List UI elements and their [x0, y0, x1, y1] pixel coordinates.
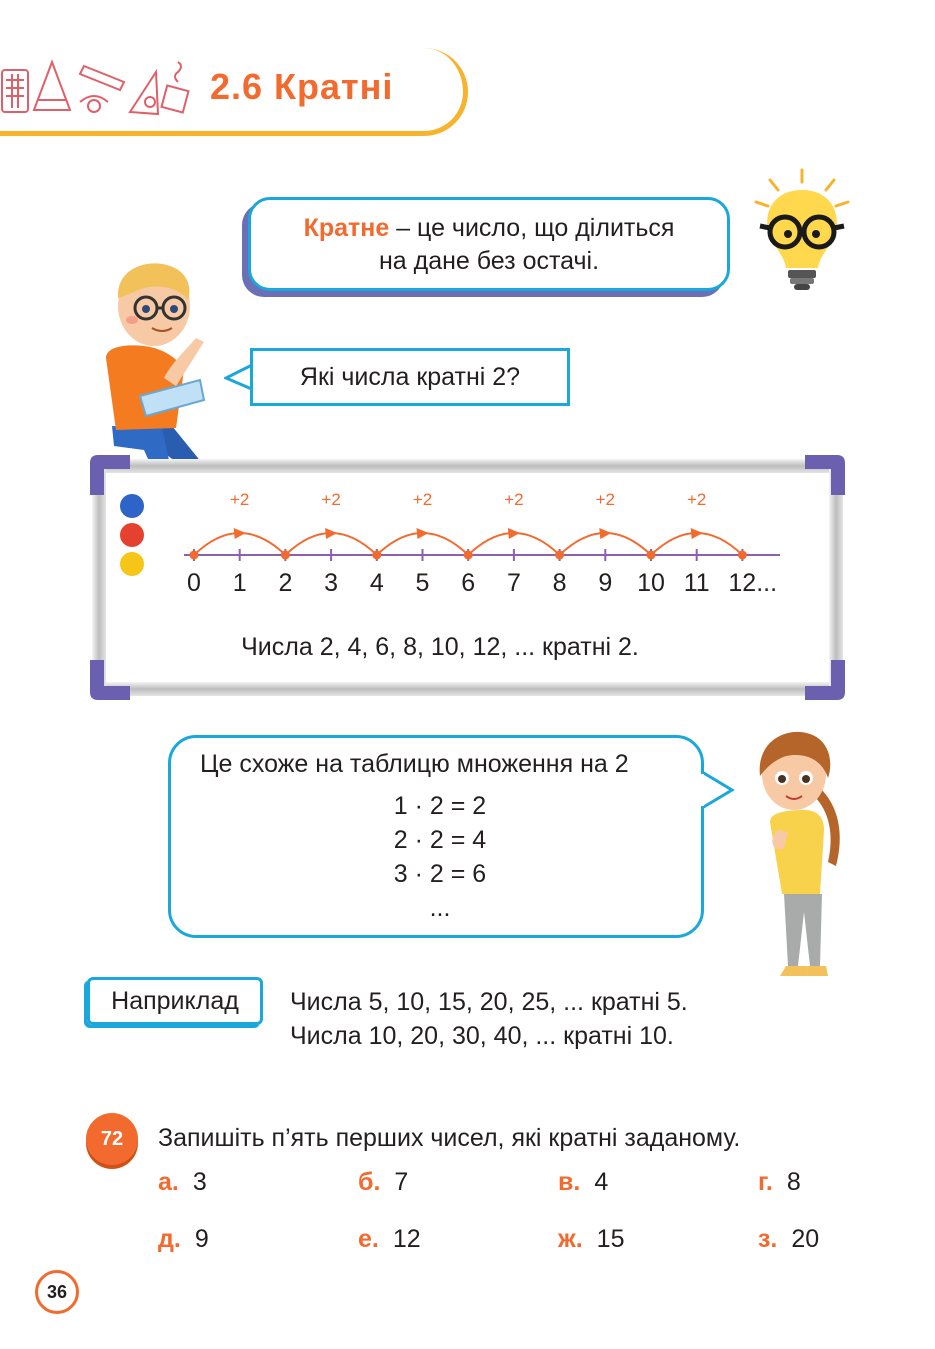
- option-letter: д.: [158, 1225, 181, 1253]
- tick-label: 9: [598, 569, 613, 597]
- page-title: 2.6 Кратні: [210, 66, 394, 107]
- option-letter: е.: [358, 1225, 379, 1253]
- magnets-icon: [118, 493, 148, 579]
- multiplication-line: 2 · 2 = 4: [393, 826, 487, 854]
- jump-label: +2: [504, 490, 524, 509]
- jump-arrow-icon: [234, 528, 246, 539]
- option-letter: в.: [558, 1168, 581, 1196]
- speech-tail-icon: [700, 768, 736, 812]
- number-line: [180, 485, 800, 605]
- example-line: Числа 10, 20, 30, 40, ... кратні 10.: [290, 1022, 674, 1050]
- jump-label: +2: [595, 490, 615, 509]
- tick-label: 4: [369, 569, 384, 597]
- option-value: 8: [786, 1168, 801, 1196]
- exercise-option-g: [758, 1168, 801, 1197]
- lightbulb-icon: [752, 168, 852, 296]
- exercise-option-d: [158, 1225, 209, 1254]
- option-value: 15: [596, 1225, 625, 1253]
- tick-label: 7: [506, 569, 521, 597]
- exercise-option-b: [358, 1168, 408, 1197]
- definition-term: Кратне: [303, 214, 390, 242]
- multiplication-line: 3 · 2 = 6: [393, 860, 487, 888]
- exercise-option-v: [558, 1168, 608, 1197]
- multiplication-line: ...: [429, 894, 451, 922]
- option-letter: г.: [758, 1168, 773, 1196]
- tick-label: 12...: [728, 569, 778, 597]
- jump-label: +2: [321, 490, 341, 509]
- exercise-option-zh: [558, 1225, 624, 1254]
- jump-label: +2: [230, 490, 250, 509]
- example-line: Числа 5, 10, 15, 20, 25, ... кратні 5.: [290, 988, 688, 1016]
- exercise-option-a: [158, 1168, 207, 1197]
- definition-text: – це число, що ділиться: [389, 214, 675, 242]
- girl-illustration: [748, 726, 856, 982]
- page-number: 36: [35, 1270, 79, 1314]
- exercise-option-z: [758, 1225, 819, 1254]
- jump-label: +2: [687, 490, 707, 509]
- multiplication-line: 1 · 2 = 2: [393, 792, 487, 820]
- jump-arrow-icon: [599, 528, 611, 539]
- tick-label: 0: [187, 569, 201, 597]
- multiplication-title: Це схоже на таблицю множення на 2: [200, 750, 629, 778]
- option-value: 9: [194, 1225, 209, 1253]
- jump-arrow-icon: [417, 528, 429, 539]
- exercise-prompt: Запишіть п’ять перших чисел, які кратні заданому.: [158, 1124, 741, 1152]
- definition-line-1: [251, 212, 727, 245]
- option-value: 7: [394, 1168, 409, 1196]
- jump-arrow-icon: [691, 528, 703, 539]
- school-supplies-icon: [0, 52, 200, 122]
- tick-label: 2: [278, 569, 293, 597]
- option-value: 12: [392, 1225, 421, 1253]
- definition-line-2: на дане без остачі.: [378, 247, 600, 275]
- jump-arrow-icon: [325, 528, 337, 539]
- option-letter: а.: [158, 1168, 179, 1196]
- tick-label: 3: [324, 569, 339, 597]
- board-caption: Числа 2, 4, 6, 8, 10, 12, ... кратні 2.: [241, 633, 639, 661]
- option-value: 4: [594, 1168, 609, 1196]
- tick-label: 10: [637, 569, 665, 597]
- jump-label: +2: [412, 490, 433, 509]
- exercise-option-e: [358, 1225, 421, 1254]
- tick-label: 11: [683, 569, 710, 597]
- option-value: 20: [791, 1225, 820, 1253]
- example-label: Наприклад: [87, 977, 263, 1025]
- exercise-number-badge: 72: [86, 1113, 138, 1165]
- option-letter: ж.: [558, 1225, 583, 1253]
- option-letter: б.: [358, 1168, 381, 1196]
- definition-box: [248, 197, 730, 291]
- tick-label: 8: [552, 569, 567, 597]
- jump-arrow-icon: [508, 528, 520, 539]
- tick-label: 1: [232, 569, 247, 597]
- option-value: 3: [192, 1168, 207, 1196]
- tick-label: 5: [415, 569, 430, 597]
- option-letter: з.: [758, 1225, 778, 1253]
- question-bubble: Які числа кратні 2?: [250, 348, 570, 406]
- tick-label: 6: [461, 569, 476, 597]
